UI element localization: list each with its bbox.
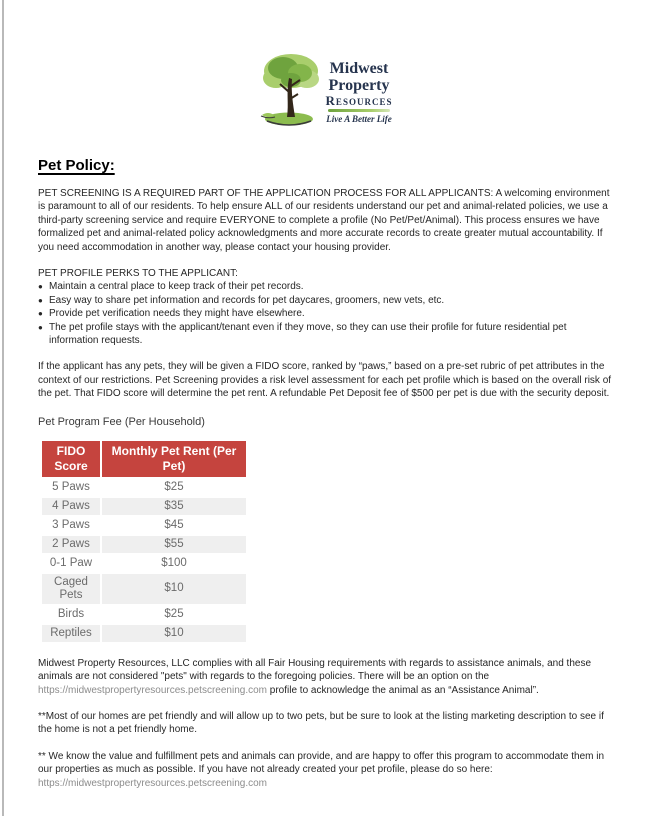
cell-score: 4 Paws: [41, 497, 101, 516]
cell-rent: $25: [101, 478, 247, 497]
table-row: [41, 516, 247, 535]
cell-rent: $45: [101, 516, 247, 535]
tree-logo-icon: [258, 52, 324, 137]
petscreening-link[interactable]: https://midwestpropertyresources.petscreening.com: [38, 684, 267, 696]
cell-rent: $100: [101, 554, 247, 573]
table-row: [41, 497, 247, 516]
fair-housing-paragraph: [38, 657, 612, 697]
cell-score: 3 Paws: [41, 516, 101, 535]
cell-rent: $35: [101, 497, 247, 516]
intro-paragraph: PET SCREENING IS A REQUIRED PART OF THE APPLICATION PROCESS FOR ALL APPLICANTS: A welcoming environment is paramount to all of our residents. To help ensure ALL of our residents understand our pet and animal-related policies, we use a third-party screening service and require EVERYONE to complete a profile (No Pet/Pet/Animal). This process ensures we have formalized pet and animal-related policy acknowledgments and more accurate records to create greater mutual accountability. If you need accommodation in another way, please contact your housing provider.: [38, 188, 610, 253]
fee-table-title: Pet Program Fee (Per Household): [38, 415, 205, 428]
fido-score-paragraph: If the applicant has any pets, they will be given a FIDO score, ranked by “paws,” based on a pre-set rubric of pet attributes in the context of our restrictions. Pet Screening provides a risk level assessment for each pet profile which is based on the overall risk of the pet. That FIDO score will determine the pet rent. A refundable Pet Deposit fee of $500 per pet is due with the security deposit.: [38, 361, 612, 400]
table-row: [41, 624, 247, 643]
logo-text-midwest: Midwest: [329, 60, 389, 77]
program-note: [38, 750, 612, 790]
perks-list: [38, 280, 612, 347]
fair-housing-text: Midwest Property Resources, LLC complies with all Fair Housing requirements with regards to assistance animals, and these animals are not considered "pets" with regards to the foregoing policies. There will be an option on the: [38, 657, 592, 683]
perks-item: ● Maintain a central place to keep track of their pet records.: [38, 280, 612, 293]
perks-item: ● Provide pet verification needs they might have elsewhere.: [38, 307, 612, 320]
logo-tagline: Live A Better Life: [326, 114, 392, 124]
cell-rent: $10: [101, 573, 247, 605]
table-header-row: [41, 440, 247, 478]
cell-rent: $25: [101, 605, 247, 624]
table-row: [41, 554, 247, 573]
table-row: [41, 535, 247, 554]
cell-score: Birds: [41, 605, 101, 624]
company-logo: [0, 0, 650, 137]
perks-item: ● Easy way to share pet information and records for pet daycares, groomers, new vets, etc.: [38, 294, 612, 307]
cell-score: 0-1 Paw: [41, 554, 101, 573]
cell-score: Caged Pets: [41, 573, 101, 605]
two-pets-note: **Most of our homes are pet friendly and will allow up to two pets, but be sure to look at the listing marketing description to see if the home is not a pet friendly home.: [38, 710, 604, 736]
logo-underline-bar: [328, 109, 391, 112]
cell-score: Reptiles: [41, 624, 101, 643]
pet-fee-table: [40, 439, 248, 644]
logo-text-property: Property: [328, 77, 390, 94]
page-title: Pet Policy:: [38, 157, 115, 174]
cell-rent: $10: [101, 624, 247, 643]
table-row: [41, 478, 247, 497]
cell-score: 2 Paws: [41, 535, 101, 554]
petscreening-link-bottom[interactable]: https://midwestpropertyresources.petscreening.com: [38, 777, 267, 789]
logo-text-resources: Resources: [325, 93, 393, 108]
cell-rent: $55: [101, 535, 247, 554]
table-row: [41, 573, 247, 605]
cell-score: 5 Paws: [41, 478, 101, 497]
header-fido-score: FIDO Score: [41, 440, 101, 478]
table-row: [41, 605, 247, 624]
perks-heading: PET PROFILE PERKS TO THE APPLICANT:: [38, 268, 238, 280]
page-edge-line: [2, 0, 4, 816]
program-note-text: ** We know the value and fulfillment pets and animals can provide, and are happy to offer this program to accommodate them in our properties as much as possible. If you have not already created your pet profile, please do so here:: [38, 750, 605, 776]
perks-item: ● The pet profile stays with the applicant/tenant even if they move, so they can use their profile for future residential pet information requests.: [38, 321, 612, 348]
fair-housing-text-end: profile to acknowledge the animal as an “Assistance Animal”.: [269, 684, 539, 696]
header-monthly-rent: Monthly Pet Rent (Per Pet): [101, 440, 247, 478]
